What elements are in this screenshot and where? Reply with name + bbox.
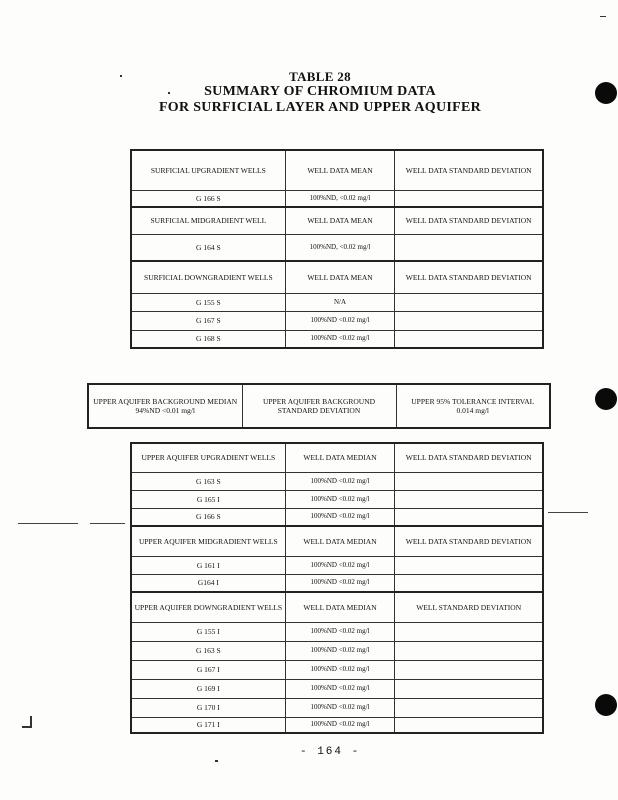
well-id: G 169 I — [131, 679, 285, 698]
well-sd — [395, 311, 543, 330]
header-cell: UPPER AQUIFER MIDGRADIENT WELLS — [131, 526, 285, 556]
well-id: G 161 I — [131, 556, 285, 574]
table-subtitle: FOR SURFICIAL LAYER AND UPPER AQUIFER — [158, 100, 482, 115]
punch-hole — [595, 388, 617, 410]
upper-aquifer-table — [130, 442, 544, 734]
well-id: G 163 S — [131, 472, 285, 490]
header-cell: UPPER AQUIFER BACKGROUND MEDIAN — [93, 397, 238, 406]
well-id: G 164 S — [131, 234, 285, 261]
tolerance-cell — [396, 384, 550, 428]
well-value: 100%ND <0.02 mg/l — [285, 660, 395, 679]
punch-hole — [595, 694, 617, 716]
well-value: 100%ND <0.02 mg/l — [285, 508, 395, 526]
header-cell: WELL STANDARD DEVIATION — [395, 592, 543, 622]
well-sd — [395, 698, 543, 717]
header-cell: WELL DATA STANDARD DEVIATION — [395, 207, 543, 234]
page-number: - 164 - — [300, 746, 361, 758]
well-sd — [395, 293, 543, 311]
scan-speck — [168, 92, 170, 94]
well-sd — [395, 622, 543, 641]
table-title: SUMMARY OF CHROMIUM DATA — [204, 84, 436, 99]
well-sd — [395, 508, 543, 526]
header-cell: WELL DATA MEDIAN — [285, 443, 395, 472]
well-sd — [395, 190, 543, 207]
well-id: G 167 S — [131, 311, 285, 330]
well-id: G 170 I — [131, 698, 285, 717]
header-cell: WELL DATA MEDIAN — [285, 592, 395, 622]
well-id: G 155 I — [131, 622, 285, 641]
scan-line — [90, 523, 125, 524]
well-value: 100%ND <0.02 mg/l — [285, 698, 395, 717]
header-cell: WELL DATA STANDARD DEVIATION — [395, 443, 543, 472]
well-sd — [395, 234, 543, 261]
tolerance-value: 0.014 mg/l — [456, 406, 489, 415]
well-value: 100%ND <0.02 mg/l — [285, 622, 395, 641]
well-sd — [395, 641, 543, 660]
background-table — [87, 383, 551, 429]
scan-speck — [600, 16, 606, 17]
well-value: 100%ND <0.02 mg/l — [285, 311, 395, 330]
well-id: G 165 I — [131, 490, 285, 508]
scan-speck — [215, 760, 218, 762]
well-id: G 163 S — [131, 641, 285, 660]
well-id: G164 I — [131, 574, 285, 592]
well-sd — [395, 330, 543, 348]
background-median-value: 94%ND <0.01 mg/l — [135, 406, 195, 415]
well-value: 100%ND <0.02 mg/l — [285, 641, 395, 660]
well-value: 100%ND <0.02 mg/l — [285, 556, 395, 574]
scan-speck — [30, 716, 32, 726]
scan-line — [18, 523, 78, 524]
well-id: G 171 I — [131, 717, 285, 733]
header-cell: SURFICIAL UPGRADIENT WELLS — [131, 150, 285, 190]
header-cell: WELL DATA STANDARD DEVIATION — [395, 261, 543, 293]
well-id: G 167 I — [131, 660, 285, 679]
scan-line — [548, 512, 588, 513]
well-value: 100%ND <0.02 mg/l — [285, 330, 395, 348]
header-cell: WELL DATA MEAN — [285, 150, 395, 190]
header-cell: SURFICIAL DOWNGRADIENT WELLS — [131, 261, 285, 293]
scan-speck — [22, 726, 32, 728]
well-id: G 155 S — [131, 293, 285, 311]
well-id: G 168 S — [131, 330, 285, 348]
well-sd — [395, 717, 543, 733]
punch-hole — [595, 82, 617, 104]
header-cell: UPPER AQUIFER UPGRADIENT WELLS — [131, 443, 285, 472]
scan-speck — [120, 75, 122, 77]
well-sd — [395, 556, 543, 574]
well-id: G 166 S — [131, 190, 285, 207]
header-cell: UPPER 95% TOLERANCE INTERVAL — [411, 397, 535, 406]
header-cell: WELL DATA STANDARD DEVIATION — [395, 526, 543, 556]
well-value: 100%ND, <0.02 mg/l — [285, 190, 395, 207]
well-value: N/A — [285, 293, 395, 311]
well-value: 100%ND <0.02 mg/l — [285, 717, 395, 733]
well-sd — [395, 660, 543, 679]
well-sd — [395, 574, 543, 592]
well-value: 100%ND <0.02 mg/l — [285, 574, 395, 592]
well-value: 100%ND <0.02 mg/l — [285, 679, 395, 698]
well-value: 100%ND, <0.02 mg/l — [285, 234, 395, 261]
well-sd — [395, 679, 543, 698]
well-value: 100%ND <0.02 mg/l — [285, 490, 395, 508]
well-sd — [395, 472, 543, 490]
background-sd-cell: UPPER AQUIFER BACKGROUND STANDARD DEVIATION — [242, 384, 396, 428]
header-cell: WELL DATA MEDIAN — [285, 526, 395, 556]
surficial-table — [130, 149, 544, 349]
header-cell: WELL DATA STANDARD DEVIATION — [395, 150, 543, 190]
header-cell: SURFICIAL MIDGRADIENT WELL — [131, 207, 285, 234]
header-cell: WELL DATA MEAN — [285, 261, 395, 293]
table-number: TABLE 28 — [289, 69, 351, 84]
well-id: G 166 S — [131, 508, 285, 526]
background-median-cell — [88, 384, 242, 428]
header-cell: UPPER AQUIFER DOWNGRADIENT WELLS — [131, 592, 285, 622]
header-cell: WELL DATA MEAN — [285, 207, 395, 234]
well-sd — [395, 490, 543, 508]
well-value: 100%ND <0.02 mg/l — [285, 472, 395, 490]
